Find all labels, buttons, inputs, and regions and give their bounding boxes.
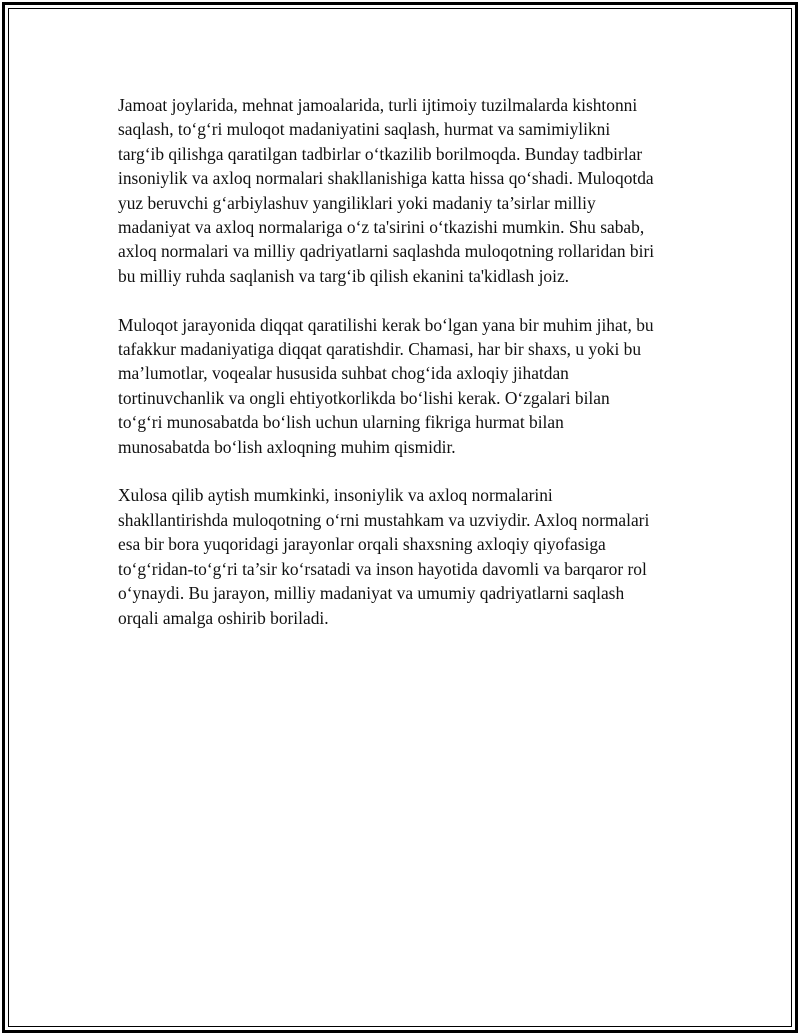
text-line: o‘ynaydi. Bu jarayon, milliy madaniyat va umumiy qadriyatlarni saqlash — [118, 583, 625, 604]
text-line: insoniylik va axloq normalari shakllanishiga katta hissa qo‘shadi. Muloqotda — [118, 168, 654, 189]
text-line: madaniyat va axloq normalariga o‘z ta'sirini o‘tkazishi mumkin. Shu sabab, — [118, 217, 645, 238]
text-line: yuz beruvchi g‘arbiylashuv yangiliklari yoki madaniy ta’sirlar milliy — [118, 192, 596, 213]
text-line: tortinuvchanlik va ongli ehtiyotkorlikda bo‘lishi kerak. O‘zgalari bilan — [118, 387, 610, 408]
text-line: munosabatda bo‘lish axloqning muhim qismidir. — [118, 436, 456, 457]
text-line: shakllantirishda muloqotning o‘rni mustahkam va uzviydir. Axloq normalari — [118, 509, 650, 530]
text-line: to‘g‘ri munosabatda bo‘lish uchun ularning fikriga hurmat bilan — [118, 412, 564, 433]
paragraph-2 — [118, 313, 698, 459]
text-line: tafakkur madaniyatiga diqqat qaratishdir. Chamasi, har bir shaxs, u yoki bu — [118, 339, 642, 360]
text-line: ma’lumotlar, voqealar hususida suhbat chog‘ida axloqiy jihatdan — [118, 363, 569, 384]
text-line: esa bir bora yuqoridagi jarayonlar orqali shaxsning axloqiy qiyofasiga — [118, 534, 606, 555]
text-line: Jamoat joylarida, mehnat jamoalarida, turli ijtimoiy tuzilmalarda kishtonni — [118, 95, 638, 115]
text-line: Muloqot jarayonida diqqat qaratilishi kerak bo‘lgan yana bir muhim jihat, bu — [118, 314, 654, 335]
text-line: Xulosa qilib aytish mumkinki, insoniylik va axloq normalarini — [118, 485, 553, 506]
paragraph-3 — [118, 483, 698, 629]
text-line: to‘g‘ridan-to‘g‘ri ta’sir ko‘rsatadi va inson hayotida davomli va barqaror rol — [118, 558, 647, 579]
text-line: saqlash, to‘g‘ri muloqot madaniyatini saqlash, hurmat va samimiylikni — [118, 119, 611, 140]
text-line: axloq normalari va milliy qadriyatlarni saqlashda muloqotning rollaridan biri — [118, 241, 655, 262]
text-line: bu milliy ruhda saqlanish va targ‘ib qilish ekanini ta'kidlash joiz. — [118, 265, 570, 286]
text-line: targ‘ib qilishga qaratilgan tadbirlar o‘tkazilib borilmoqda. Bunday tadbirlar — [118, 143, 643, 164]
text-line: orqali amalga oshirib boriladi. — [118, 607, 329, 628]
paragraph-1 — [118, 93, 698, 288]
document-body — [118, 93, 698, 654]
